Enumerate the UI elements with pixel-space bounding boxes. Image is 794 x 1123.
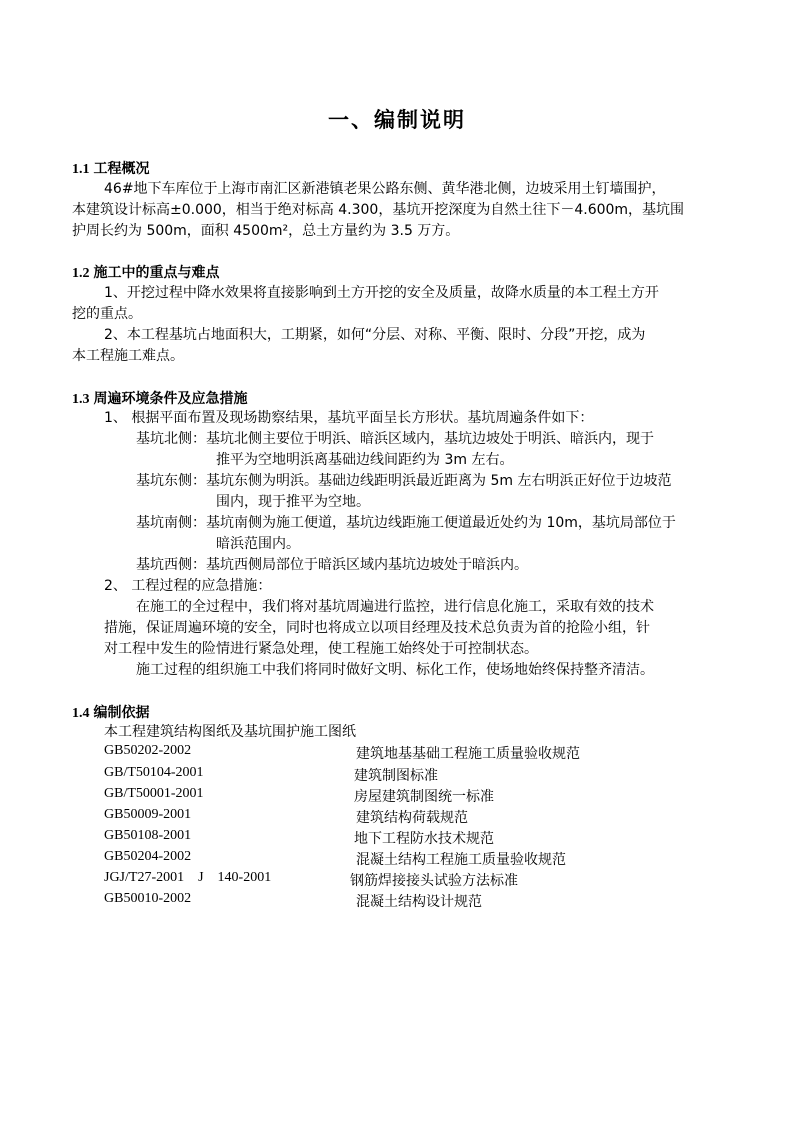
section-number: 1.3 bbox=[72, 392, 90, 407]
section-1-1-heading bbox=[72, 158, 150, 178]
standard-code: GB/T50104-2001 bbox=[104, 765, 204, 780]
section-1-4-heading bbox=[72, 702, 150, 722]
paragraph-line: 本建筑设计标高±0.000，相当于绝对标高 4.300，基坑开挖深度为自然土往下－4.600m，基坑围 bbox=[72, 202, 685, 218]
standard-name: 混凝土结构工程施工质量验收规范 bbox=[356, 852, 566, 868]
standard-code: JGJ/T27-2001 J 140-2001 bbox=[104, 870, 272, 885]
section-title: 施工中的重点与难点 bbox=[93, 265, 220, 281]
paragraph-line: 本工程施工难点。 bbox=[72, 348, 184, 364]
site-condition-south-cont: 暗浜范围内。 bbox=[216, 536, 300, 552]
standard-code: GB50010-2002 bbox=[104, 891, 192, 906]
standard-name: 钢筋焊接接头试验方法标准 bbox=[350, 873, 518, 889]
site-condition-east-cont: 围内，现于推平为空地。 bbox=[216, 494, 370, 510]
paragraph-line: 对工程中发生的险情进行紧急处理，使工程施工始终处于可控制状态。 bbox=[104, 641, 538, 657]
standard-code: GB50009-2001 bbox=[104, 807, 192, 822]
standard-code: GB/T50001-2001 bbox=[104, 786, 204, 801]
site-condition-north-cont: 推平为空地明浜离基础边线间距约为 3m 左右。 bbox=[216, 452, 514, 468]
paragraph-line: 在施工的全过程中，我们将对基坑周遍进行监控，进行信息化施工，采取有效的技术 bbox=[136, 599, 654, 615]
site-condition-south: 基坑南侧：基坑南侧为施工便道，基坑边线距施工便道最近处约为 10m，基坑局部位于 bbox=[136, 515, 676, 531]
standard-name: 混凝土结构设计规范 bbox=[356, 894, 482, 910]
section-title: 周遍环境条件及应急措施 bbox=[93, 391, 248, 407]
paragraph-line: 挖的重点。 bbox=[72, 306, 142, 322]
paragraph-line: 1、开挖过程中降水效果将直接影响到土方开挖的安全及质量，故降水质量的本工程土方开 bbox=[104, 285, 659, 301]
site-condition-north: 基坑北侧：基坑北侧主要位于明浜、暗浜区域内，基坑边坡处于明浜、暗浜内，现于 bbox=[136, 431, 654, 447]
standard-name: 房屋建筑制图统一标准 bbox=[354, 789, 494, 805]
standard-name: 建筑地基基础工程施工质量验收规范 bbox=[356, 746, 580, 762]
section-1-3-heading bbox=[72, 388, 248, 408]
section-title: 编制依据 bbox=[93, 705, 150, 721]
standard-code: GB50202-2002 bbox=[104, 743, 192, 758]
section-number: 1.1 bbox=[72, 162, 90, 177]
standard-code: GB50204-2002 bbox=[104, 849, 192, 864]
section-title: 工程概况 bbox=[93, 161, 150, 177]
reference-intro: 本工程建筑结构图纸及基坑围护施工图纸 bbox=[104, 724, 356, 740]
standard-name: 建筑制图标准 bbox=[354, 768, 438, 784]
section-number: 1.4 bbox=[72, 706, 90, 721]
section-1-2-heading bbox=[72, 262, 220, 282]
paragraph-line: 46#地下车库位于上海市南汇区新港镇老果公路东侧、黄华港北侧，边坡采用土钉墙围护， bbox=[104, 181, 666, 197]
section-number: 1.2 bbox=[72, 266, 90, 281]
standard-name: 地下工程防水技术规范 bbox=[354, 831, 494, 847]
standard-name: 建筑结构荷载规范 bbox=[356, 810, 468, 826]
list-item: 1、 根据平面布置及现场勘察结果，基坑平面呈长方形状。基坑周遍条件如下： bbox=[104, 410, 594, 426]
paragraph-line: 护周长约为 500m，面积 4500m²，总土方量约为 3.5 万方。 bbox=[72, 223, 460, 239]
document-title: 一、编制说明 bbox=[328, 108, 466, 132]
paragraph-line: 施工过程的组织施工中我们将同时做好文明、标化工作，使场地始终保持整齐清洁。 bbox=[136, 662, 654, 678]
standard-code: GB50108-2001 bbox=[104, 828, 192, 843]
site-condition-west: 基坑西侧：基坑西侧局部位于暗浜区域内基坑边坡处于暗浜内。 bbox=[136, 557, 528, 573]
paragraph-line: 措施，保证周遍环境的安全，同时也将成立以项目经理及技术总负责为首的抢险小组，针 bbox=[104, 620, 650, 636]
site-condition-east: 基坑东侧：基坑东侧为明浜。基础边线距明浜最近距离为 5m 左右明浜正好位于边坡范 bbox=[136, 473, 672, 489]
list-item: 2、 工程过程的应急措施： bbox=[104, 578, 272, 594]
paragraph-line: 2、本工程基坑占地面积大，工期紧，如何“分层、对称、平衡、限时、分段”开挖，成为 bbox=[104, 327, 646, 343]
